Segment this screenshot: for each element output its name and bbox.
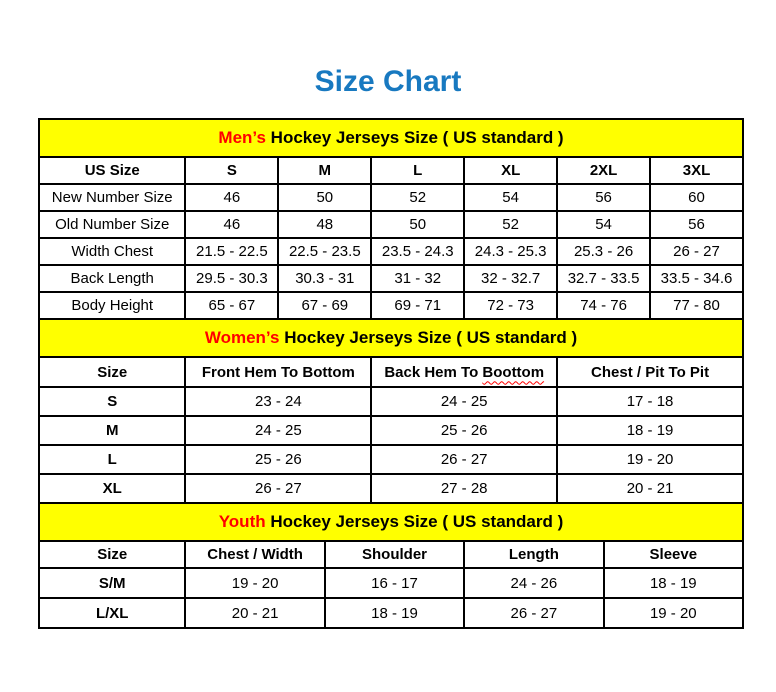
row-label-cell: New Number Size [39, 184, 185, 211]
column-header-2xl: 2XL [557, 157, 650, 184]
column-header-shoulder: Shoulder [325, 541, 464, 568]
back-hem-prefix: Back Hem To [384, 363, 483, 381]
value-cell: 25.3 - 26 [557, 238, 650, 265]
value-cell: 21.5 - 22.5 [185, 238, 278, 265]
table-row [39, 184, 743, 211]
row-label-cell: Back Length [39, 265, 185, 292]
value-cell: 52 [371, 184, 464, 211]
column-header-xl: XL [464, 157, 557, 184]
value-cell: 24.3 - 25.3 [464, 238, 557, 265]
row-label-cell: Old Number Size [39, 211, 185, 238]
column-header-chest-width: Chest / Width [185, 541, 324, 568]
value-cell: 30.3 - 31 [278, 265, 371, 292]
youth-section-title-highlight: Youth [218, 512, 266, 531]
value-cell: 19 - 20 [604, 598, 743, 628]
row-label-cell: XL [39, 474, 185, 503]
column-header-length: Length [464, 541, 603, 568]
youth-column-header-row [39, 541, 743, 568]
value-cell: 31 - 32 [371, 265, 464, 292]
womens-section-band [39, 319, 743, 357]
value-cell: 52 [464, 211, 557, 238]
column-header-s: S [185, 157, 278, 184]
back-hem-misspelled-word: Boottom [482, 363, 545, 381]
value-cell: 74 - 76 [557, 292, 650, 319]
value-cell: 25 - 26 [185, 445, 371, 474]
value-cell: 20 - 21 [185, 598, 324, 628]
value-cell: 72 - 73 [464, 292, 557, 319]
value-cell: 18 - 19 [604, 568, 743, 598]
youth-size-table [38, 502, 744, 629]
table-row [39, 211, 743, 238]
value-cell: 23.5 - 24.3 [371, 238, 464, 265]
value-cell: 16 - 17 [325, 568, 464, 598]
value-cell: 24 - 25 [371, 387, 557, 416]
mens-column-header-row [39, 157, 743, 184]
value-cell: 26 - 27 [185, 474, 371, 503]
row-label-cell: L [39, 445, 185, 474]
value-cell: 65 - 67 [185, 292, 278, 319]
value-cell: 23 - 24 [185, 387, 371, 416]
youth-section-title [39, 503, 743, 541]
value-cell: 26 - 27 [371, 445, 557, 474]
womens-section-title [39, 319, 743, 357]
value-cell: 24 - 26 [464, 568, 603, 598]
value-cell: 32.7 - 33.5 [557, 265, 650, 292]
table-row [39, 416, 743, 445]
column-header-size: Size [39, 357, 185, 387]
value-cell: 20 - 21 [557, 474, 743, 503]
value-cell: 22.5 - 23.5 [278, 238, 371, 265]
column-header-3xl: 3XL [650, 157, 743, 184]
value-cell: 26 - 27 [464, 598, 603, 628]
value-cell: 18 - 19 [325, 598, 464, 628]
mens-section-title-rest: Hockey Jerseys Size ( US standard ) [265, 128, 564, 147]
value-cell: 29.5 - 30.3 [185, 265, 278, 292]
row-label-cell: M [39, 416, 185, 445]
mens-section-title-highlight: Men’s [218, 128, 266, 147]
table-row [39, 265, 743, 292]
column-header-front-hem: Front Hem To Bottom [185, 357, 371, 387]
row-label-cell: Body Height [39, 292, 185, 319]
table-row [39, 474, 743, 503]
womens-size-table [38, 318, 744, 504]
value-cell: 32 - 32.7 [464, 265, 557, 292]
womens-section-title-highlight: Women’s [204, 328, 280, 347]
mens-table-body [39, 184, 743, 319]
column-header-size: Size [39, 541, 185, 568]
value-cell: 24 - 25 [185, 416, 371, 445]
value-cell: 19 - 20 [185, 568, 324, 598]
value-cell: 60 [650, 184, 743, 211]
table-row [39, 445, 743, 474]
row-label-cell: S [39, 387, 185, 416]
row-label-cell: L/XL [39, 598, 185, 628]
column-header-l: L [371, 157, 464, 184]
value-cell: 46 [185, 211, 278, 238]
womens-table-body [39, 387, 743, 503]
value-cell: 27 - 28 [371, 474, 557, 503]
value-cell: 50 [278, 184, 371, 211]
value-cell: 46 [185, 184, 278, 211]
size-chart [0, 118, 776, 629]
mens-section-band [39, 119, 743, 157]
value-cell: 77 - 80 [650, 292, 743, 319]
column-header-m: M [278, 157, 371, 184]
mens-section-title [39, 119, 743, 157]
table-row [39, 598, 743, 628]
value-cell: 54 [557, 211, 650, 238]
value-cell: 50 [371, 211, 464, 238]
value-cell: 56 [557, 184, 650, 211]
column-header-back-hem [371, 357, 557, 387]
column-header-chest-pit: Chest / Pit To Pit [557, 357, 743, 387]
womens-section-title-rest: Hockey Jerseys Size ( US standard ) [279, 328, 578, 347]
youth-section-band [39, 503, 743, 541]
value-cell: 33.5 - 34.6 [650, 265, 743, 292]
table-row [39, 238, 743, 265]
value-cell: 18 - 19 [557, 416, 743, 445]
column-header-sleeve: Sleeve [604, 541, 743, 568]
value-cell: 17 - 18 [557, 387, 743, 416]
value-cell: 56 [650, 211, 743, 238]
value-cell: 25 - 26 [371, 416, 557, 445]
row-label-cell: S/M [39, 568, 185, 598]
youth-section-title-rest: Hockey Jerseys Size ( US standard ) [265, 512, 564, 531]
value-cell: 19 - 20 [557, 445, 743, 474]
value-cell: 69 - 71 [371, 292, 464, 319]
page-title: Size Chart [314, 65, 462, 98]
row-label-cell: Width Chest [39, 238, 185, 265]
value-cell: 54 [464, 184, 557, 211]
table-row [39, 568, 743, 598]
value-cell: 48 [278, 211, 371, 238]
value-cell: 67 - 69 [278, 292, 371, 319]
table-row [39, 292, 743, 319]
mens-size-table [38, 118, 744, 320]
womens-column-header-row [39, 357, 743, 387]
table-row [39, 387, 743, 416]
column-header-us-size: US Size [39, 157, 185, 184]
value-cell: 26 - 27 [650, 238, 743, 265]
youth-table-body [39, 568, 743, 628]
